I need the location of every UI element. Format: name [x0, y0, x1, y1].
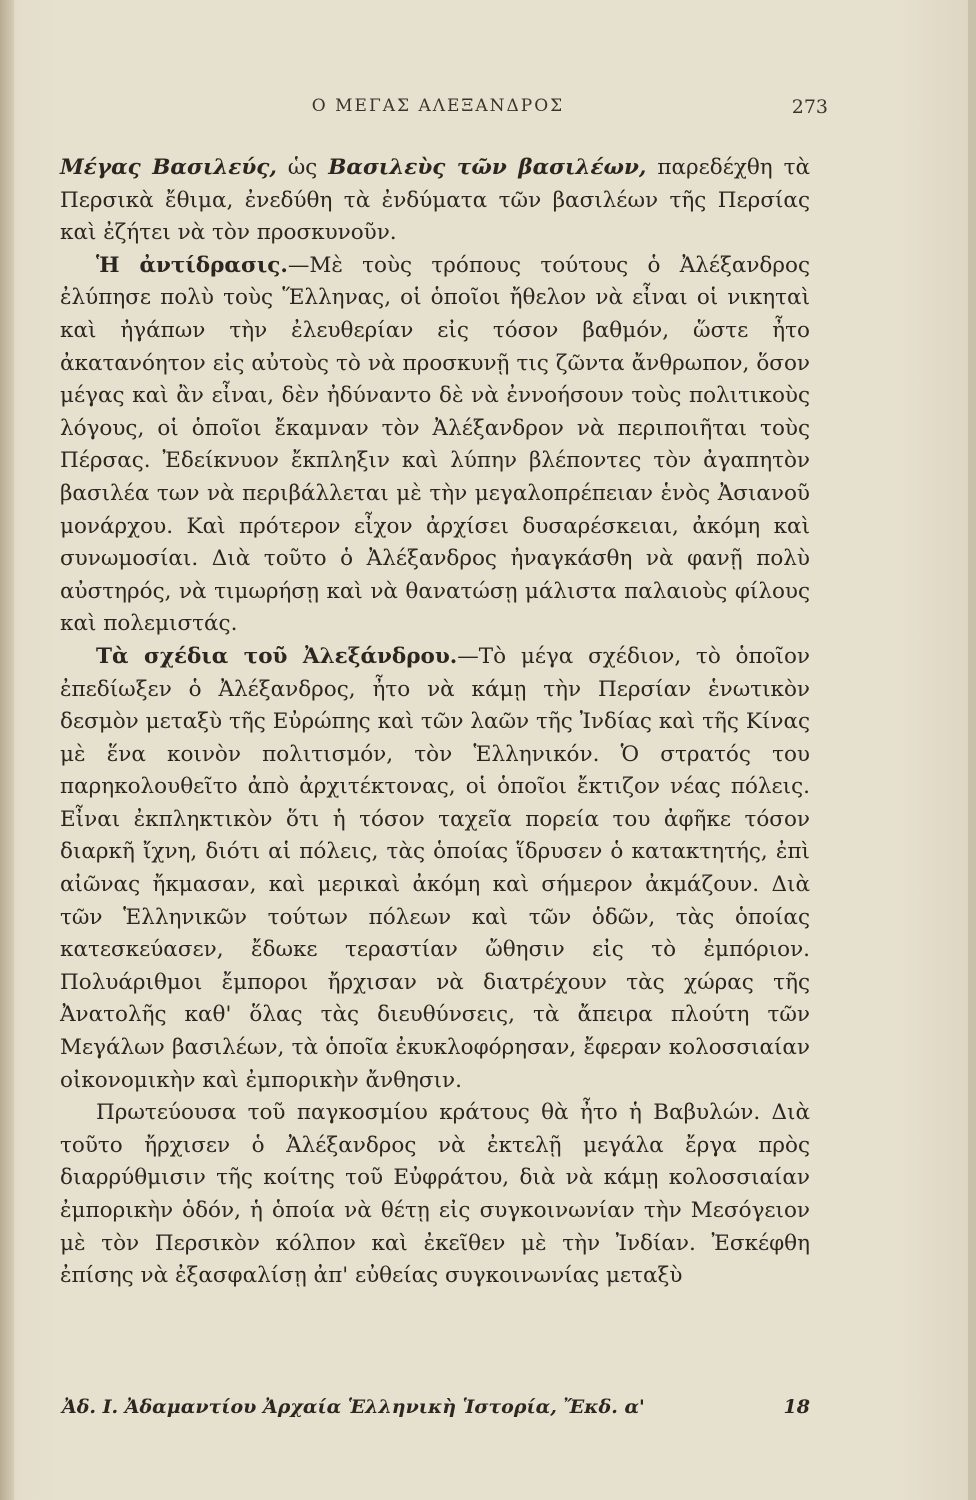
paragraph-text: παρεδέχθη τὰ Περσικὰ ἔθιμα, ἐνεδύθη τὰ ἐνδύματα τῶν βασιλέων τῆς Περσίας καὶ ἐζήτει νὰ τὸν προσκυνοῦν.: [60, 155, 810, 246]
emphasis-phrase: Βασιλεὺς τῶν βασιλέων,: [328, 155, 647, 180]
page-number: 273: [791, 96, 828, 118]
page-gutter: [0, 0, 14, 1500]
body-text: [60, 152, 810, 1293]
paragraph: [60, 641, 810, 1097]
paragraph-text: —Μὲ τοὺς τρόπους τούτους ὁ Ἀλέξανδρος ἐλύπησε πολὺ τοὺς Ἕλληνας, οἱ ὁποῖοι ἤθελον νὰ εἶναι οἱ νικηταὶ καὶ ἠγάπων τὴν ἐλευθερίαν εἰς τόσον βαθμόν, ὥστε ἦτο ἀκατανόητον εἰς αὐτοὺς τὸ νὰ προσκυνῇ τις ζῶντα ἄνθρωπον, ὅσον μέγας καὶ ἂν εἶναι, δὲν ἠδύναντο δὲ νὰ ἐννοήσουν τοὺς πολιτικοὺς λόγους, οἱ ὁποῖοι ἔκαμναν τὸν Ἀλέξανδρον νὰ περιποιῆται τοὺς Πέρσας. Ἐδείκνυον ἔκπληξιν καὶ λύπην βλέποντες τὸν ἀγαπητὸν βασιλέα των νὰ περιβάλλεται μὲ τὴν μεγαλοπρέπειαν ἑνὸς Ἀσιανοῦ μονάρχου. Καὶ πρότερον εἶχον ἀρχίσει δυσαρέσκειαι, ἀκόμη καὶ συνωμοσίαι. Διὰ τοῦτο ὁ Ἀλέξανδρος ἠναγκάσθη νὰ φανῇ πολὺ αὐστηρός, νὰ τιμωρήσῃ καὶ νὰ θανατώσῃ μάλιστα παλαιοὺς φίλους καὶ πολεμιστάς.: [60, 252, 810, 637]
section-heading: Ἡ ἀντίδρασις.: [96, 252, 288, 278]
paragraph-text: ὡς: [276, 155, 329, 180]
page-footer: [62, 1396, 810, 1426]
paragraph-text: Πρωτεύουσα τοῦ παγκοσμίου κράτους θὰ ἦτο ἡ Βαβυλών. Διὰ τοῦτο ἤρχισεν ὁ Ἀλέξανδρος νὰ ἐκτελῇ μεγάλα ἔργα πρὸς διαρρύθμισιν τῆς κοίτης τοῦ Εὐφράτου, διὰ νὰ κάμῃ κολοσσιαίαν ἐμπορικὴν ὁδόν, ἡ ὁποία νὰ θέτῃ εἰς συγκοινωνίαν τὴν Μεσόγειον μὲ τὸν Περσικὸν κόλπον καὶ ἐκεῖθεν μὲ τὴν Ἰνδίαν. Ἐσκέφθη ἐπίσης νὰ ἐξασφαλίσῃ ἀπ' εὐθείας συγκοινωνίας μεταξὺ: [60, 1100, 810, 1289]
paragraph: [60, 1097, 810, 1293]
page-header: [48, 96, 828, 126]
paragraph-text: —Τὸ μέγα σχέδιον, τὸ ὁποῖον ἐπεδίωξεν ὁ Ἀλέξανδρος, ἦτο νὰ κάμῃ τὴν Περσίαν ἑνωτικὸν δεσμὸν μεταξὺ τῆς Εὐρώπης καὶ τῶν λαῶν τῆς Ἰνδίας καὶ τῆς Κίνας μὲ ἕνα κοινὸν πολιτισμόν, τὸν Ἑλληνικόν. Ὁ στρατός του παρηκολουθεῖτο ἀπὸ ἀρχιτέκτονας, οἱ ὁποῖοι ἔκτιζον νέας πόλεις. Εἶναι ἐκπληκτικὸν ὅτι ἡ τόσον ταχεῖα πορεία του ἀφῆκε τόσον διαρκῆ ἴχνη, διότι αἱ πόλεις, τὰς ὁποίας ἵδρυσεν ὁ κατακτητής, ἐπὶ αἰῶνας ἤκμασαν, καὶ μερικαὶ ἀκόμη καὶ σήμερον ἀκμάζουν. Διὰ τῶν Ἑλληνικῶν τούτων πόλεων καὶ τῶν ὁδῶν, τὰς ὁποίας κατεσκεύασεν, ἔδωκε τεραστίαν ὤθησιν εἰς τὸ ἐμπόριον. Πολυάριθμοι ἔμποροι ἤρχισαν νὰ διατρέχουν τὰς χώρας τῆς Ἀνατολῆς καθ' ὅλας τὰς διευθύνσεις, τὰ ἄπειρα πλούτη τῶν Μεγάλων βασιλέων, τὰ ὁποῖα ἐκυκλοφόρησαν, ἔφεραν κολοσσιαίαν οἰκονομικὴν καὶ ἐμπορικὴν ἄνθησιν.: [60, 643, 811, 1093]
paragraph: [60, 152, 810, 250]
footer-citation: Ἀδ. Ι. Ἀδαμαντίου Ἀρχαία Ἑλληνικὴ Ἱστορία, Ἔκδ. α': [62, 1396, 645, 1418]
page-edge: [968, 0, 976, 1500]
paragraph: [60, 250, 810, 641]
running-head: Ο ΜΕΓΑΣ ΑΛΕΞΑΝΔΡΟΣ: [311, 96, 565, 116]
footer-signature: 18: [783, 1396, 810, 1418]
emphasis-phrase: Μέγας Βασιλεύς,: [60, 155, 277, 180]
section-heading: Τὰ σχέδια τοῦ Ἀλεξάνδρου.: [96, 643, 458, 669]
